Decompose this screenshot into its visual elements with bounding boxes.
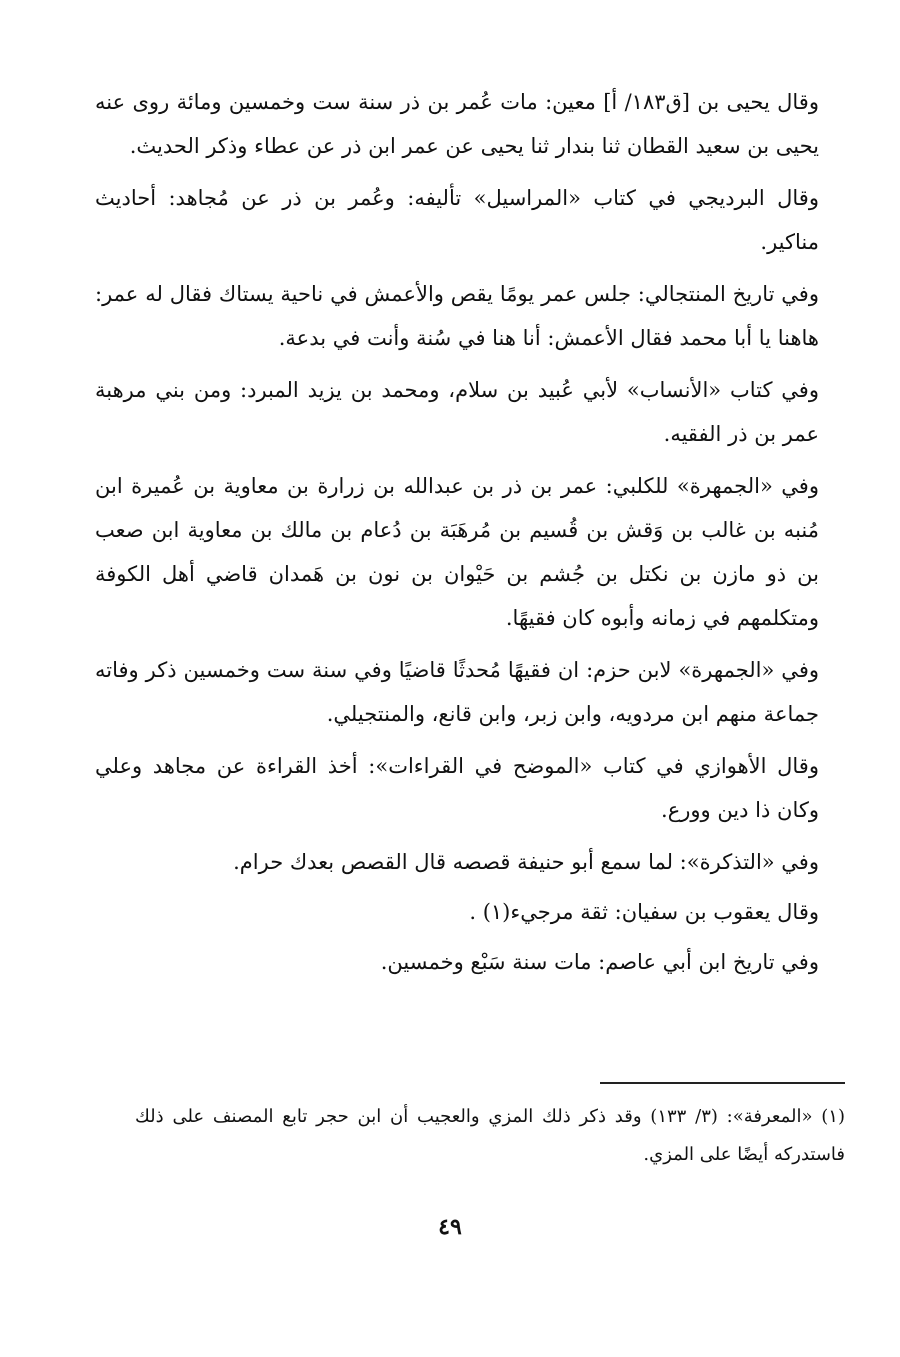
paragraph-muntajali: وفي تاريخ المنتجالي: جلس عمر يومًا يقص والأعمش في ناحية يستاك فقال له عمر: هاهنا يا أبا محمد فقال الأعمش: أنا هنا في سُنة وأنت في بدعة. <box>95 282 819 350</box>
footnote: (١) «المعرفة»: (٣/ ١٣٣) وقد ذكر ذلك المزي والعجيب أن ابن حجر تابع المصنف على ذلك فاستدركه أيضًا على المزي. <box>135 1106 845 1165</box>
main-text <box>95 80 819 990</box>
paragraph-yahya-ibn-maeen: وقال يحيى بن [ق١٨٣/ أ] معين: مات عُمر بن ذر سنة ست وخمسين ومائة روى عنه يحيى بن سعيد القطان ثنا بندار ثنا يحيى عن عمر ابن ذر عن عطاء وذكر الحديث. <box>95 90 819 158</box>
paragraph-bardiji: وقال البرديجي في كتاب «المراسيل» تأليفه: وعُمر بن ذر عن مُجاهد: أحاديث مناكير. <box>95 186 819 254</box>
footnote-divider <box>600 1082 845 1084</box>
paragraph-ansab: وفي كتاب «الأنساب» لأبي عُبيد بن سلام، ومحمد بن يزيد المبرد: ومن بني مرهبة عمر بن ذر الفقيه. <box>95 378 819 446</box>
paragraph-ibn-abi-asim: وفي تاريخ ابن أبي عاصم: مات سنة سَبْع وخمسين. <box>380 950 819 974</box>
paragraph-jamhara-kalbi: وفي «الجمهرة» للكلبي: عمر بن ذر بن عبدالله بن زرارة بن معاوية بن عُميرة ابن مُنبه بن غالب بن وَقش بن قُسيم بن مُرهَبَة بن دُعام بن مالك بن معاوية ابن صعب بن ذو مازن بن نكتل بن جُشم بن حَيْوان بن نون بن هَمدان قاضي أهل الكوفة ومتكلمهم في زمانه وأبوه كان فقيهًا. <box>95 474 819 630</box>
paragraph-yaqub-ibn-sufyan: وقال يعقوب بن سفيان: ثقة مرجيء(١) . <box>469 900 819 924</box>
paragraph-tadhkira: وفي «التذكرة»: لما سمع أبو حنيفة قصصه قال القصص بعدك حرام. <box>233 850 819 874</box>
paragraph-jamhara-ibn-hazm: وفي «الجمهرة» لابن حزم: ان فقيهًا مُحدثًا قاضيًا وفي سنة ست وخمسين ذكر وفاته جماعة منهم ابن مردويه، وابن زبر، وابن قانع، والمنتجيلي. <box>95 658 819 726</box>
paragraph-ahwazi: وقال الأهوازي في كتاب «الموضح في القراءات»: أخذ القراءة عن مجاهد وعلي وكان ذا دين وورع. <box>95 754 819 822</box>
page-number: ٤٩ <box>438 1214 462 1240</box>
